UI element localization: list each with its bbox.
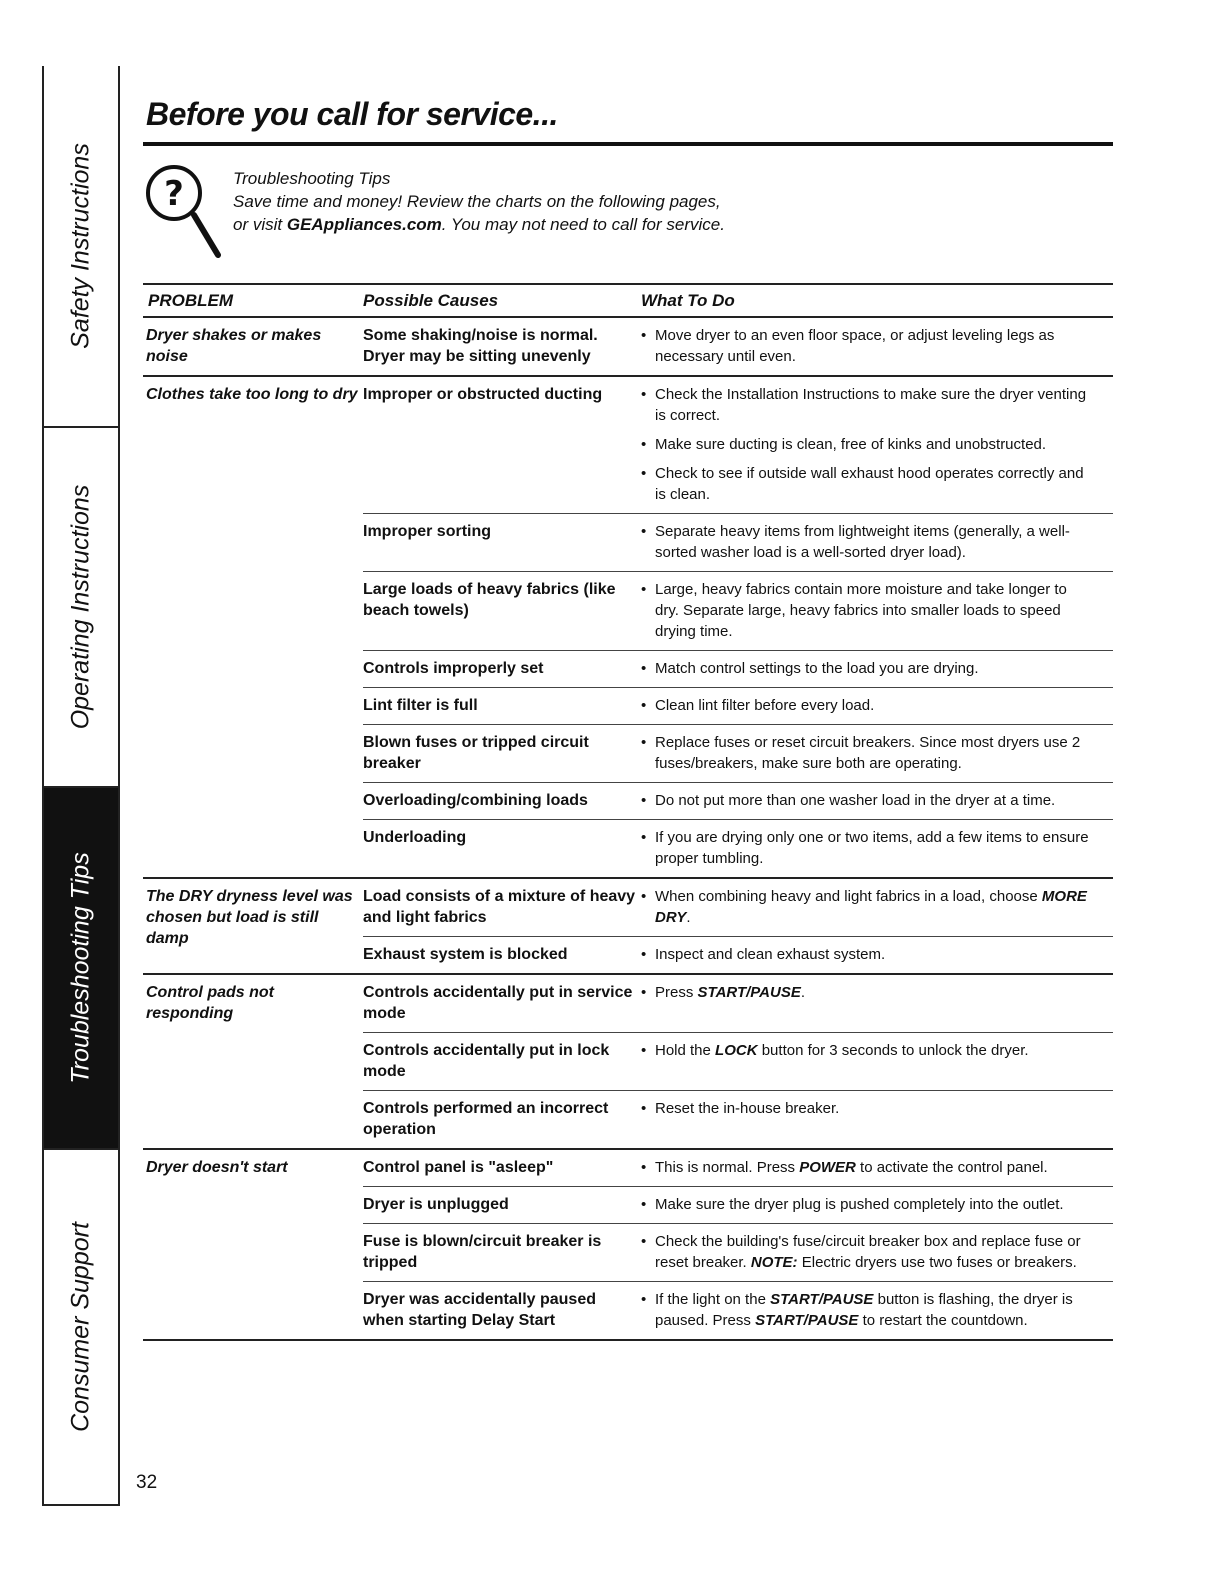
action-item: • If you are drying only one or two items, add a few items to ensure proper tumbling. — [641, 827, 1093, 869]
possible-cause: Underloading — [363, 829, 467, 846]
possible-cause: Improper or obstructed ducting — [363, 386, 603, 403]
troubleshooting-table — [143, 283, 1113, 1341]
action-item: • Large, heavy fabrics contain more moisture and take longer to dry. Separate large, heavy fabrics into smaller loads to speed drying time. — [641, 579, 1093, 642]
possible-cause: Controls accidentally put in lock mode — [363, 1042, 610, 1080]
possible-cause: Dryer is unplugged — [363, 1196, 509, 1213]
action-item: • Match control settings to the load you are drying. — [641, 658, 1093, 679]
problem-group — [143, 975, 1113, 1150]
what-to-do — [641, 879, 1113, 936]
possible-cause: Improper sorting — [363, 523, 492, 540]
table-row — [363, 318, 1113, 375]
what-to-do — [641, 1091, 1113, 1148]
tab-consumer-support[interactable] — [44, 1148, 118, 1506]
tab-label: Operating Instructions — [66, 484, 95, 730]
tab-label: Consumer Support — [66, 1222, 95, 1432]
possible-cause: Overloading/combining loads — [363, 792, 588, 809]
table-body — [143, 318, 1113, 1341]
problem-group — [143, 1150, 1113, 1341]
action-item: • If the light on the START/PAUSE button is flashing, the dryer is paused. Press START/PAUSE to restart the countdown. — [641, 1289, 1093, 1331]
table-row — [363, 879, 1113, 936]
column-header-problem: PROBLEM — [148, 290, 233, 310]
action-item: • When combining heavy and light fabrics in a load, choose MORE DRY. — [641, 886, 1093, 928]
what-to-do — [641, 725, 1113, 782]
svg-text:?: ? — [164, 174, 184, 214]
intro-text: . You may not need to call for service. — [441, 215, 725, 234]
what-to-do — [641, 975, 1113, 1032]
table-row — [363, 1090, 1113, 1148]
what-to-do — [641, 572, 1113, 650]
what-to-do — [641, 937, 1113, 973]
possible-cause: Blown fuses or tripped circuit breaker — [363, 734, 589, 772]
causes-list — [363, 975, 1113, 1148]
table-header — [143, 283, 1113, 318]
table-row — [363, 687, 1113, 724]
table-row — [363, 819, 1113, 877]
page-title: Before you call for service... — [146, 96, 558, 132]
table-row — [363, 377, 1113, 513]
problem-label: Clothes take too long to dry — [146, 386, 358, 403]
possible-cause: Controls accidentally put in service mode — [363, 984, 633, 1022]
problem-label: Dryer doesn't start — [146, 1159, 288, 1176]
table-row — [363, 782, 1113, 819]
intro-line-2 — [233, 213, 725, 236]
what-to-do — [641, 651, 1113, 687]
page-number: 32 — [136, 1472, 158, 1493]
what-to-do — [641, 1224, 1113, 1281]
possible-cause: Exhaust system is blocked — [363, 946, 568, 963]
table-row — [363, 1186, 1113, 1223]
question-magnifier-icon — [144, 163, 224, 263]
what-to-do — [641, 1187, 1113, 1223]
possible-cause: Dryer was accidentally paused when starting Delay Start — [363, 1291, 596, 1329]
troubleshooting-intro — [233, 167, 725, 236]
title-divider — [143, 142, 1113, 146]
table-row — [363, 1150, 1113, 1186]
tab-operating-instructions[interactable] — [44, 426, 118, 786]
intro-text: or visit — [233, 215, 287, 234]
table-row — [363, 1281, 1113, 1339]
action-item: • Make sure the dryer plug is pushed completely into the outlet. — [641, 1194, 1093, 1215]
table-row — [363, 513, 1113, 571]
what-to-do — [641, 688, 1113, 724]
section-tabs — [42, 66, 120, 1506]
possible-cause: Some shaking/noise is normal. Dryer may be sitting unevenly — [363, 327, 598, 365]
action-item: • Reset the in-house breaker. — [641, 1098, 1093, 1119]
action-item: • Check to see if outside wall exhaust hood operates correctly and is clean. — [641, 463, 1093, 505]
action-item: • Press START/PAUSE. — [641, 982, 1093, 1003]
action-item: • Replace fuses or reset circuit breakers. Since most dryers use 2 fuses/breakers, make sure both are operating. — [641, 732, 1093, 774]
intro-heading: Troubleshooting Tips — [233, 169, 391, 188]
table-row — [363, 571, 1113, 650]
action-item: • Check the Installation Instructions to make sure the dryer venting is correct. — [641, 384, 1093, 426]
table-row — [363, 1223, 1113, 1281]
action-item: • Hold the LOCK button for 3 seconds to unlock the dryer. — [641, 1040, 1093, 1061]
what-to-do — [641, 783, 1113, 819]
what-to-do — [641, 1033, 1113, 1090]
tab-safety-instructions[interactable] — [44, 66, 118, 426]
action-item: • Inspect and clean exhaust system. — [641, 944, 1093, 965]
possible-cause: Controls performed an incorrect operation — [363, 1100, 609, 1138]
possible-cause: Control panel is "asleep" — [363, 1159, 554, 1176]
problem-group — [143, 377, 1113, 879]
intro-line-1: Save time and money! Review the charts on the following pages, — [233, 192, 721, 211]
action-item: • Check the building's fuse/circuit breaker box and replace fuse or reset breaker. NOTE: Electric dryers use two fuses or breakers. — [641, 1231, 1093, 1273]
problem-group — [143, 879, 1113, 975]
what-to-do — [641, 377, 1113, 513]
column-header-what-to-do: What To Do — [641, 290, 735, 310]
what-to-do — [641, 318, 1113, 375]
action-item: • Do not put more than one washer load in the dryer at a time. — [641, 790, 1093, 811]
what-to-do — [641, 820, 1113, 877]
causes-list — [363, 318, 1113, 375]
tab-label: Safety Instructions — [66, 143, 95, 349]
action-item: • Separate heavy items from lightweight items (generally, a well-sorted washer load is a well-sorted dryer load). — [641, 521, 1093, 563]
tab-label: Troubleshooting Tips — [66, 852, 95, 1084]
problem-label: Control pads not responding — [146, 984, 274, 1022]
table-row — [363, 724, 1113, 782]
causes-list — [363, 377, 1113, 877]
what-to-do — [641, 1150, 1113, 1186]
column-header-possible-causes: Possible Causes — [363, 290, 499, 310]
possible-cause: Large loads of heavy fabrics (like beach towels) — [363, 581, 616, 619]
possible-cause: Lint filter is full — [363, 697, 478, 714]
action-item: • This is normal. Press POWER to activate the control panel. — [641, 1157, 1093, 1178]
possible-cause: Fuse is blown/circuit breaker is tripped — [363, 1233, 602, 1271]
problem-label: Dryer shakes or makes noise — [146, 327, 322, 365]
problem-label: The DRY dryness level was chosen but load is still damp — [146, 888, 353, 947]
geappliances-link[interactable]: GEAppliances.com — [286, 215, 442, 234]
table-row — [363, 650, 1113, 687]
table-row — [363, 1032, 1113, 1090]
table-row — [363, 936, 1113, 973]
possible-cause: Controls improperly set — [363, 660, 544, 677]
action-item: • Move dryer to an even floor space, or adjust leveling legs as necessary until even. — [641, 325, 1093, 367]
possible-cause: Load consists of a mixture of heavy and light fabrics — [363, 888, 636, 926]
causes-list — [363, 1150, 1113, 1339]
causes-list — [363, 879, 1113, 973]
action-item: • Clean lint filter before every load. — [641, 695, 1093, 716]
problem-group — [143, 318, 1113, 377]
action-item: • Make sure ducting is clean, free of kinks and unobstructed. — [641, 434, 1093, 455]
what-to-do — [641, 1282, 1113, 1339]
tab-troubleshooting-tips[interactable] — [44, 786, 118, 1148]
table-row — [363, 975, 1113, 1032]
what-to-do — [641, 514, 1113, 571]
